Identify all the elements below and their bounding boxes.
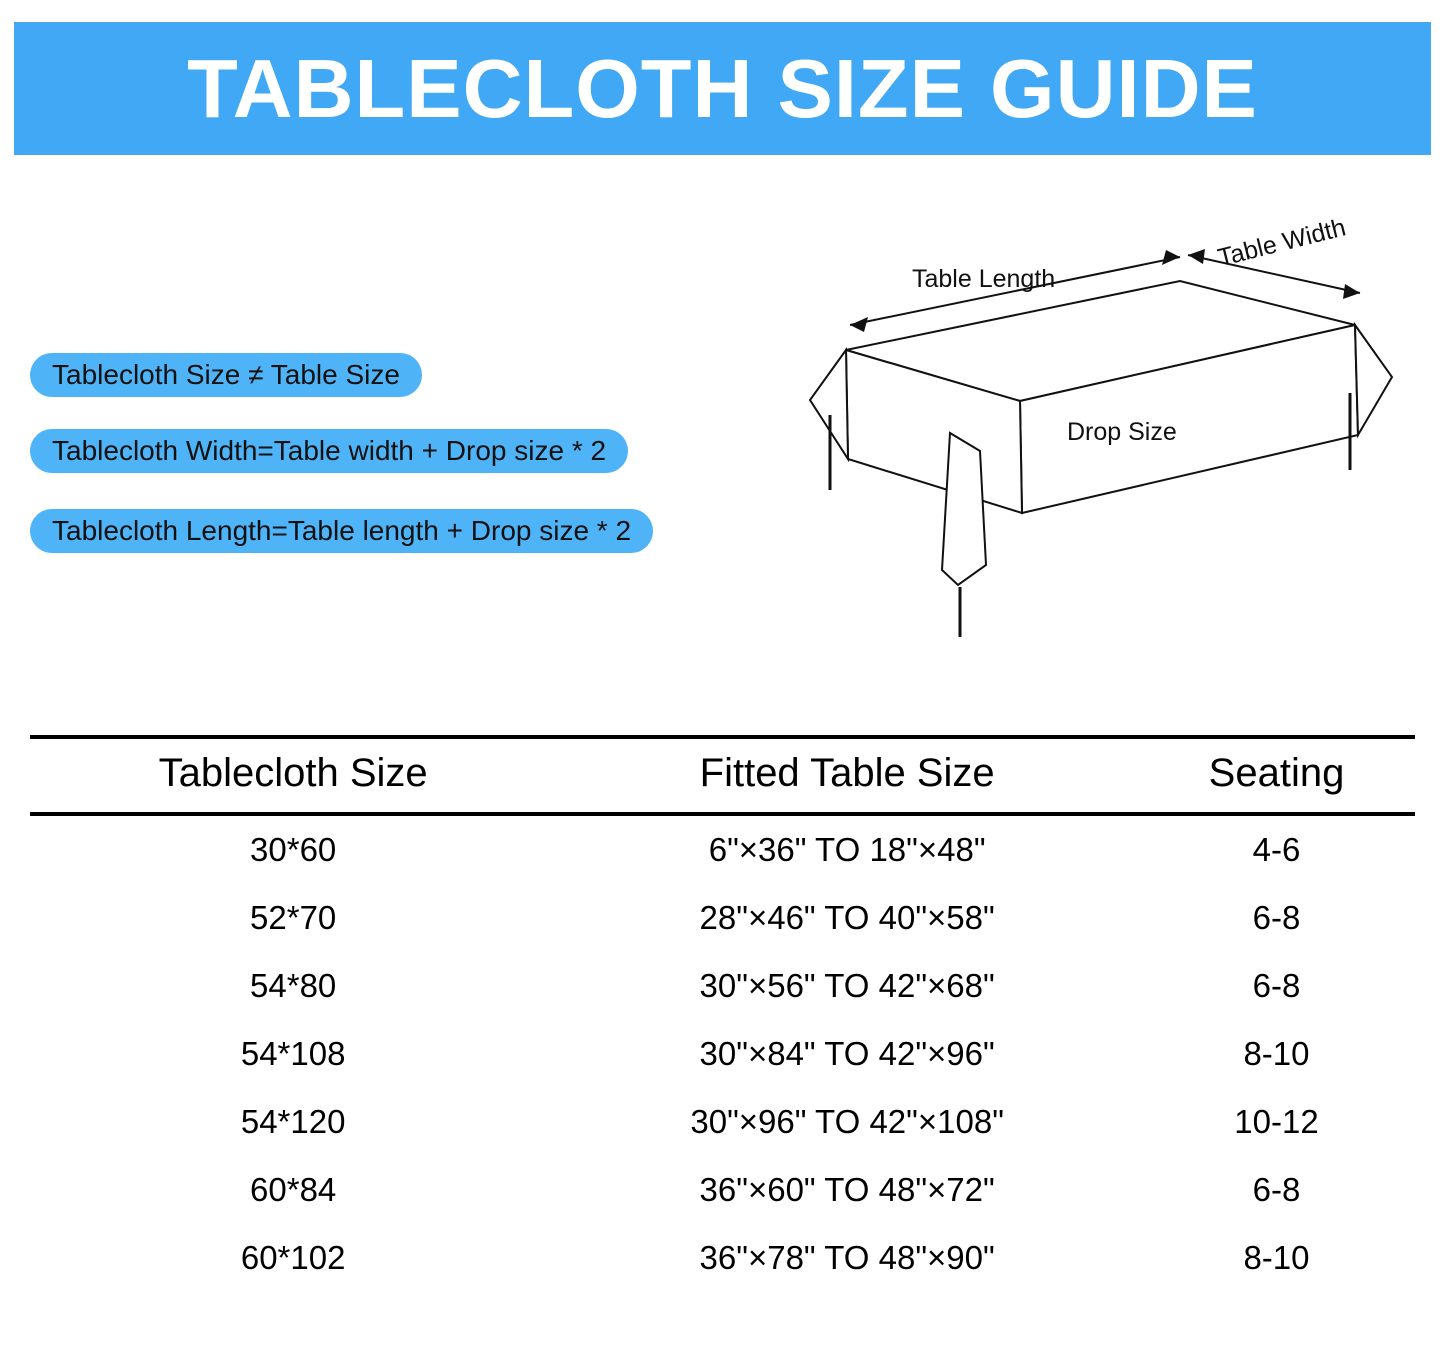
column-header-fitted-table-size: Fitted Table Size [556,737,1138,814]
cell-fitted-table-size: 36"×60" TO 48"×72" [699,1171,995,1208]
size-guide-table [30,735,1415,1292]
table-row [30,1088,1415,1156]
note-pill-width-formula: Tablecloth Width=Table width + Drop size * 2 [30,429,628,473]
cell-seating: 8-10 [1243,1239,1310,1276]
note-pill-length-formula: Tablecloth Length=Table length + Drop size * 2 [30,509,653,553]
cell-seating: 10-12 [1234,1103,1319,1140]
table-row [30,952,1415,1020]
cell-fitted-table-size: 30"×96" TO 42"×108" [690,1103,1004,1140]
table-row [30,884,1415,952]
header-banner [14,22,1431,155]
cell-tablecloth-size: 52*70 [250,899,337,936]
table-row [30,814,1415,884]
page-title: TABLECLOTH SIZE GUIDE [187,42,1258,135]
cell-seating: 6-8 [1252,899,1301,936]
label-table-width: Table Width [1215,213,1349,273]
cell-tablecloth-size: 60*84 [250,1171,337,1208]
cell-fitted-table-size: 30"×84" TO 42"×96" [699,1035,995,1072]
cell-seating: 8-10 [1243,1035,1310,1072]
cell-tablecloth-size: 30*60 [250,831,337,868]
column-header-seating: Seating [1138,737,1415,814]
cell-seating: 6-8 [1252,1171,1301,1208]
label-drop-size: Drop Size [1067,418,1177,446]
table-illustration [790,213,1430,655]
column-header-tablecloth-size: Tablecloth Size [30,737,556,814]
table-body [30,814,1415,1292]
cell-tablecloth-size: 54*80 [250,967,337,1004]
cell-tablecloth-size: 54*108 [240,1035,346,1072]
cell-fitted-table-size: 30"×56" TO 42"×68" [699,967,995,1004]
table-row [30,1020,1415,1088]
cell-fitted-table-size: 6"×36" TO 18"×48" [708,831,986,868]
table-header-row [30,737,1415,814]
table-row [30,1224,1415,1292]
cell-fitted-table-size: 36"×78" TO 48"×90" [699,1239,995,1276]
label-table-length: Table Length [912,265,1056,293]
table-row [30,1156,1415,1224]
cell-seating: 6-8 [1252,967,1301,1004]
table-header [30,737,1415,814]
note-pill-size-inequality: Tablecloth Size ≠ Table Size [30,353,422,397]
cell-seating: 4-6 [1252,831,1301,868]
cell-fitted-table-size: 28"×46" TO 40"×58" [699,899,995,936]
cell-tablecloth-size: 60*102 [240,1239,346,1276]
cell-tablecloth-size: 54*120 [240,1103,346,1140]
